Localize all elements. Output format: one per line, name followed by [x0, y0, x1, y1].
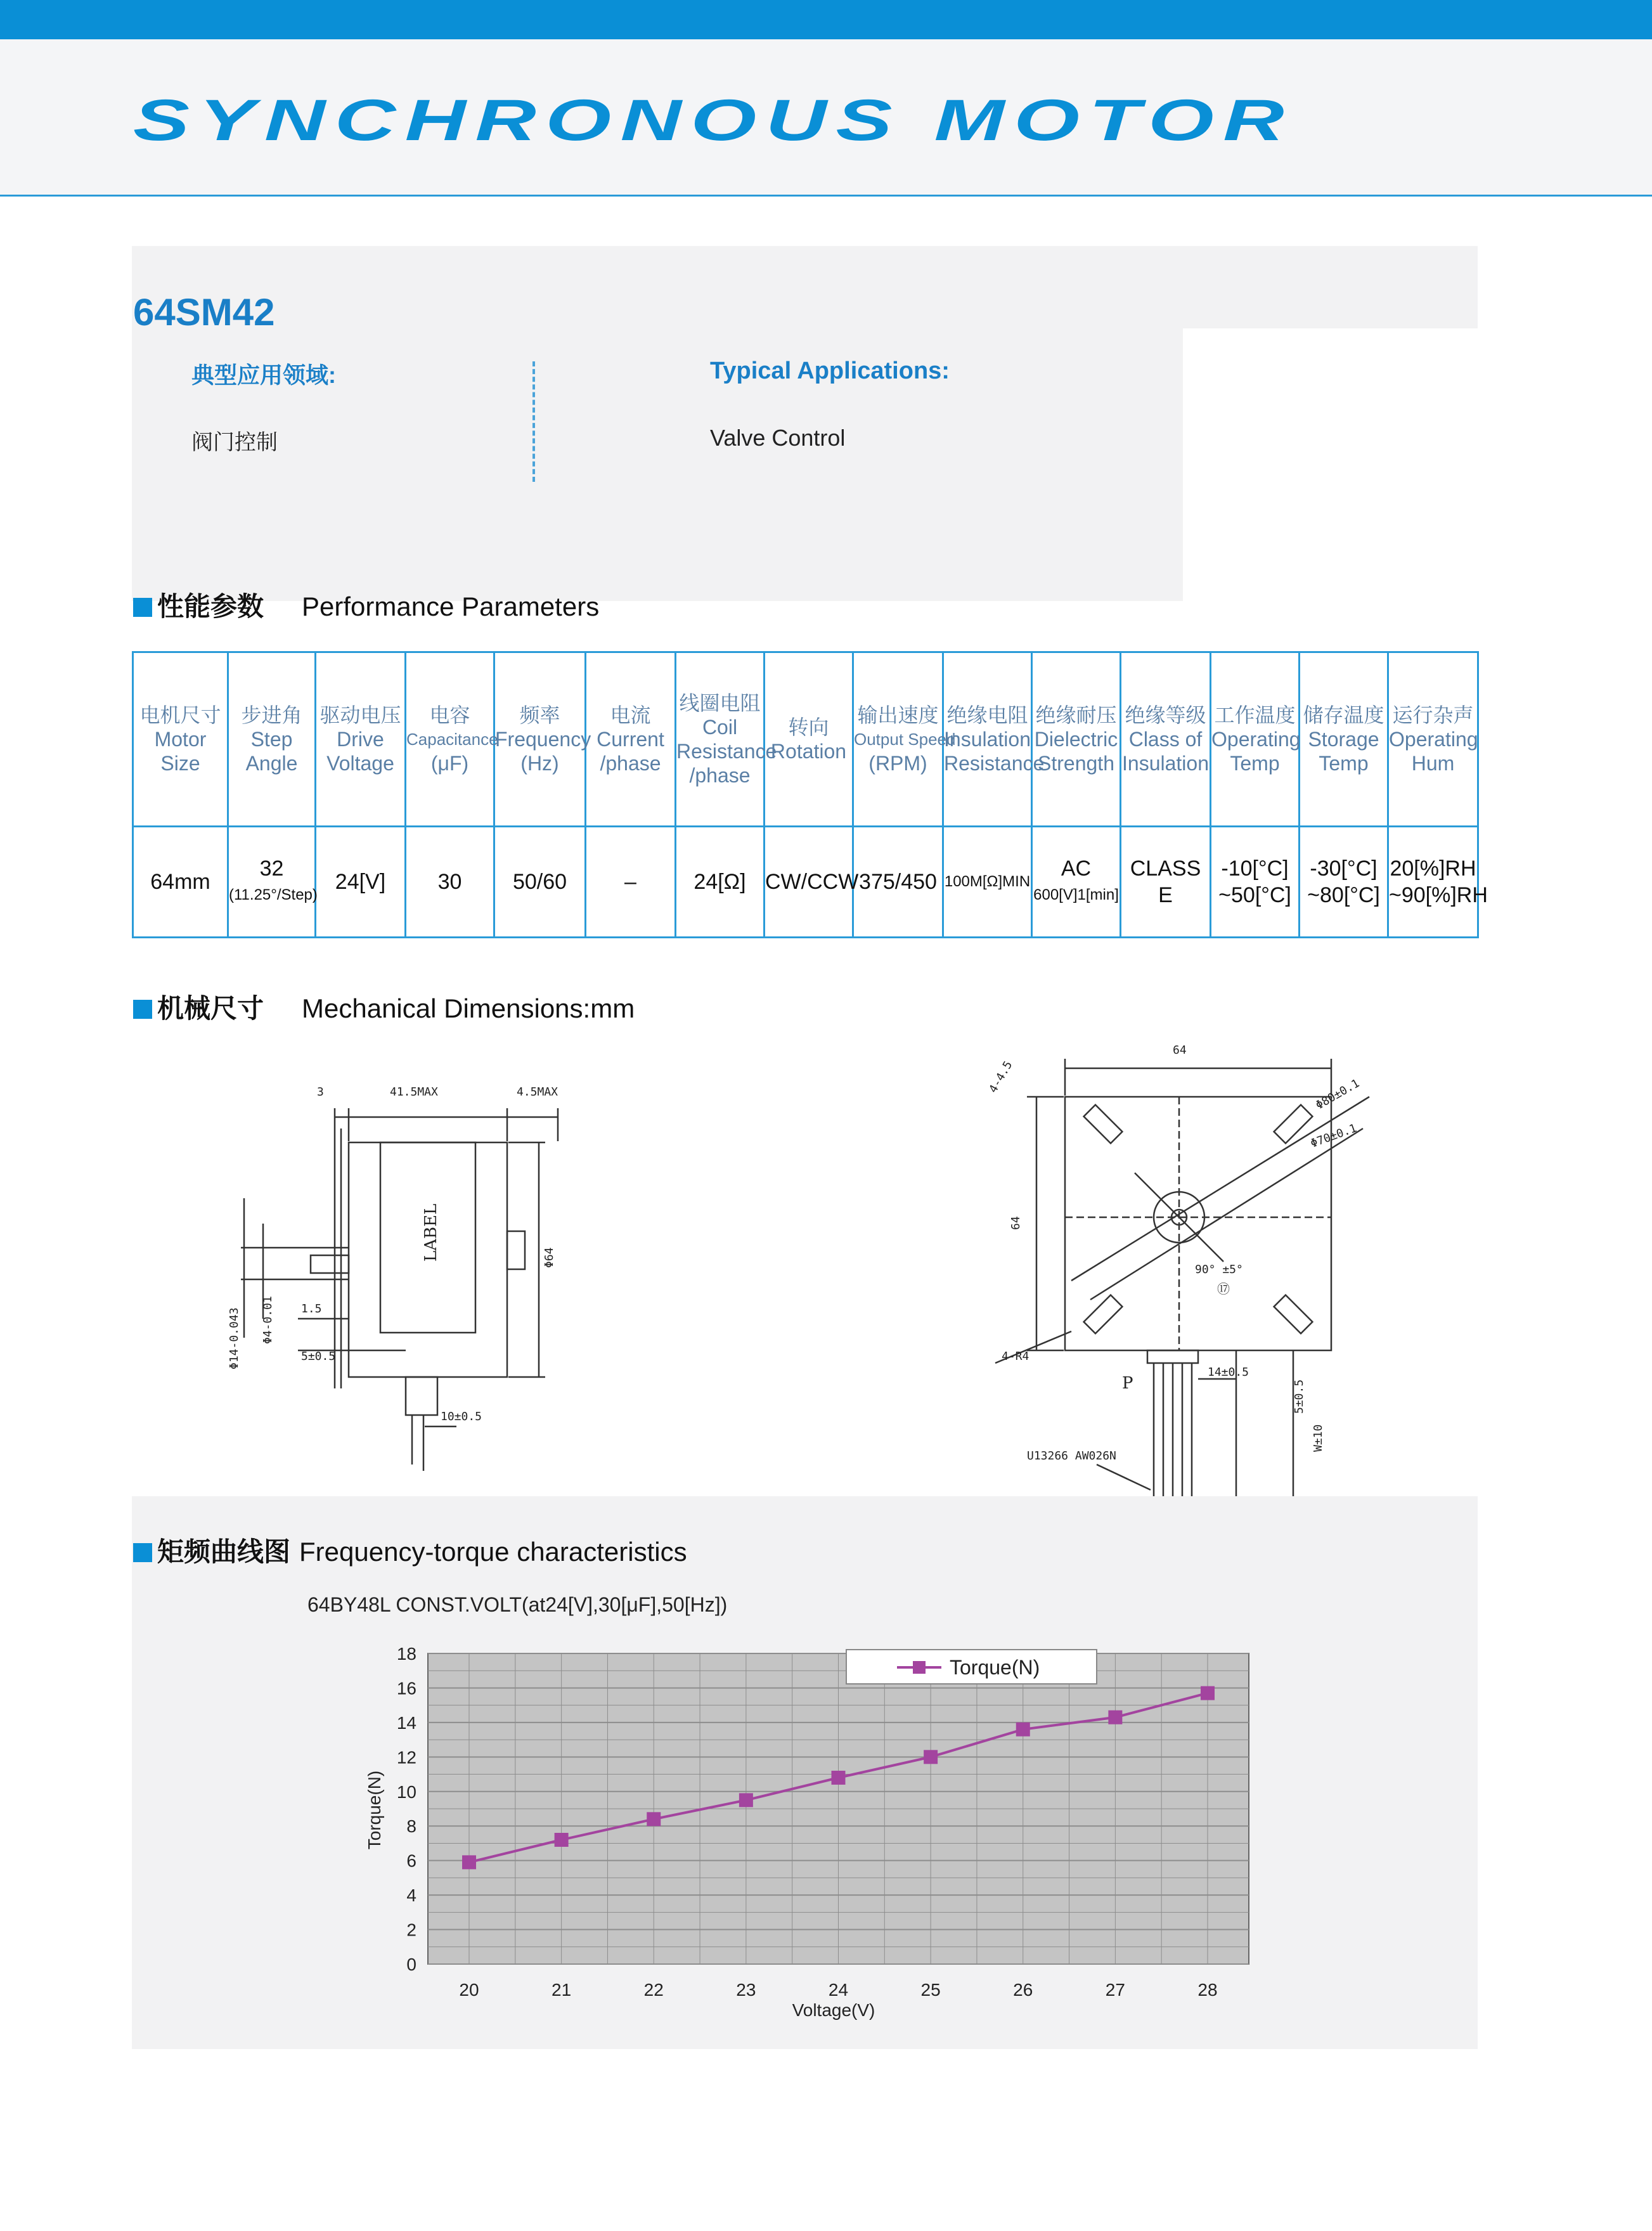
header-line: 驱动电压 [319, 704, 401, 727]
dim-back-length: 4.5MAX [517, 1085, 558, 1099]
data-point-marker [1201, 1686, 1215, 1700]
header-line: 电容 [429, 704, 470, 727]
dim-3: 3 [317, 1085, 324, 1099]
header-line: (μF) [430, 752, 469, 775]
section-title-mechanical: 机械尺寸 Mechanical Dimensions:mm [133, 988, 635, 1026]
table-header-cell [1211, 652, 1300, 827]
header-line: 工作温度 [1214, 704, 1296, 727]
dim-5-front: 5±0.5 [1293, 1379, 1306, 1414]
value-line: 32 [259, 857, 284, 881]
value-line: 375/450 [859, 870, 937, 894]
dim-dia-70: Φ70±0.1 [1308, 1122, 1358, 1151]
header-line: Resistance [944, 752, 1045, 775]
section-square-icon [133, 598, 152, 617]
header-line: (Hz) [520, 752, 559, 775]
header-line: Temp [1319, 752, 1369, 775]
table-value-cell [228, 827, 316, 938]
y-tick-label: 4 [406, 1885, 416, 1906]
wire-spec: U13266 AW026N [1027, 1449, 1116, 1463]
data-point-marker [1016, 1723, 1030, 1736]
table-header-cell [943, 652, 1045, 827]
top-bar [0, 0, 1652, 39]
header-line: Step [250, 728, 293, 751]
header-line: Coil [702, 716, 738, 739]
header-line: /phase [600, 752, 661, 775]
dim-10: 10±0.5 [441, 1410, 482, 1423]
y-tick-labels [397, 1644, 416, 1974]
dim-dia-80: Φ80±0.1 [1313, 1077, 1362, 1113]
value-line: (11.25°/Step) [229, 886, 318, 903]
dim-r4: 4-R4 [1002, 1350, 1029, 1363]
header-line: 线圈电阻 [679, 692, 761, 715]
value-line: CLASS E [1130, 857, 1201, 907]
header-line: Storage [1308, 728, 1379, 751]
header-line: (RPM) [868, 752, 927, 775]
value-line: 30 [437, 870, 462, 894]
header-line: 频率 [519, 704, 560, 727]
data-point-marker [832, 1771, 846, 1785]
header-line: Current [597, 728, 664, 751]
header-line: 绝缘耐压 [1035, 704, 1117, 727]
table-header-cell [316, 652, 406, 827]
front-view-drawing [976, 1033, 1395, 1553]
header-line: Motor [154, 728, 207, 751]
table-value-cell [1388, 827, 1488, 938]
x-tick-label: 24 [828, 1980, 849, 2000]
chart-title: 64BY48L CONST.VOLT(at24[V],30[μF],50[Hz]) [307, 1593, 728, 1616]
table-value-cell [853, 827, 943, 938]
value-line: CW/CCW [765, 870, 859, 894]
header-line: Size [160, 752, 200, 775]
y-tick-label: 2 [406, 1920, 416, 1940]
header-line: Insulation [1122, 752, 1209, 775]
header-line: Capacitance [406, 730, 498, 749]
applications-value-en: Valve Control [710, 425, 846, 451]
dim-top-64: 64 [1173, 1044, 1187, 1057]
table-header-cell [406, 652, 498, 827]
label-text: LABEL [422, 1203, 441, 1262]
table-value-row [133, 827, 1478, 938]
value-line: -30[°C] [1310, 857, 1378, 881]
y-tick-label: 6 [406, 1851, 416, 1871]
header-line: Dielectric [1034, 728, 1118, 751]
header-line: Drive [337, 728, 384, 751]
circle-mark: ⑰ [1217, 1281, 1230, 1297]
applications-value-cn: 阀门控制 [191, 430, 278, 455]
x-tick-label: 27 [1105, 1980, 1125, 2000]
x-tick-label: 26 [1013, 1980, 1033, 2000]
table-header-cell [1388, 652, 1478, 827]
performance-table [132, 651, 1488, 938]
header-line: Voltage [326, 752, 394, 775]
value-line: 24[V] [335, 870, 386, 894]
dim-5: 5±0.5 [301, 1350, 336, 1363]
dim-14: 14±0.5 [1208, 1366, 1249, 1379]
header-line: 输出速度 [857, 704, 939, 727]
side-view-drawing [216, 1071, 596, 1484]
header-line: 转向 [788, 716, 829, 739]
y-tick-label: 16 [396, 1678, 416, 1698]
table-value-cell [676, 827, 765, 938]
table-header-cell [1300, 652, 1388, 827]
table-value-cell [406, 827, 494, 938]
header-line: /phase [689, 764, 751, 787]
table-value-cell [1300, 827, 1388, 938]
dashed-divider [532, 361, 535, 482]
header-line: Insulation [944, 728, 1031, 751]
header-line: Hum [1411, 752, 1455, 775]
dim-w: W±10 [1312, 1424, 1325, 1452]
header-line: Frequency [495, 728, 591, 751]
panel-blank-area [1183, 328, 1478, 601]
table-value-cell [316, 827, 406, 938]
table-header-row [133, 652, 1478, 827]
y-axis-label: Torque(N) [365, 1770, 384, 1850]
x-tick-label: 20 [459, 1980, 479, 2000]
x-tick-label: 23 [736, 1980, 756, 2000]
motor-face-outline [1065, 1097, 1331, 1350]
torque-chart [279, 1585, 1293, 2041]
dim-body-length: 41.5MAX [390, 1085, 438, 1099]
table-header-cell [676, 652, 777, 827]
header-line: Temp [1230, 752, 1280, 775]
dim-diameter: Φ64 [543, 1247, 556, 1268]
y-tick-label: 18 [396, 1644, 416, 1664]
value-line: 64mm [150, 870, 210, 894]
table-header-cell [765, 652, 853, 827]
legend-label-torque: Torque(N) [950, 1656, 1040, 1679]
table-value-cell [943, 827, 1032, 938]
header-line: 绝缘等级 [1125, 704, 1206, 727]
x-tick-label: 25 [920, 1980, 941, 2000]
data-point-marker [1108, 1710, 1122, 1724]
brand-title: SYNCHRONOUS MOTOR [133, 88, 1294, 153]
value-line: 20[%]RH [1390, 857, 1476, 881]
data-point-marker [647, 1812, 661, 1826]
header-line: Output Speed [854, 730, 956, 749]
model-number: 64SM42 [133, 291, 275, 333]
header-line: 步进角 [241, 704, 302, 727]
y-tick-label: 0 [406, 1955, 416, 1974]
header-line: 电机尺寸 [139, 704, 221, 727]
header-line: 电流 [610, 704, 651, 727]
x-axis-label: Voltage(V) [792, 2000, 875, 2020]
value-line: ~50[°C] [1218, 883, 1291, 907]
table-value-cell [1211, 827, 1300, 938]
table-value-cell [1032, 827, 1121, 938]
dim-shaft-1: Φ14-0.043 [228, 1307, 241, 1369]
section-square-icon [133, 1000, 152, 1019]
y-tick-label: 14 [396, 1712, 416, 1733]
header-line: Angle [245, 752, 298, 775]
header-line: Strength [1038, 752, 1114, 775]
table-header-cell [853, 652, 956, 827]
value-line: – [624, 870, 636, 894]
section-title-performance: 性能参数 Performance Parameters [133, 586, 599, 624]
header-line: Operating [1389, 728, 1478, 751]
legend-marker [913, 1661, 926, 1674]
value-line: 600[V]1[min] [1033, 886, 1119, 903]
x-tick-label: 22 [643, 1980, 664, 2000]
dim-left-64: 64 [1009, 1216, 1023, 1230]
chart-legend [846, 1650, 1097, 1684]
applications-heading-en: Typical Applications: [710, 358, 950, 384]
marker-p: P [1122, 1374, 1133, 1393]
header-line: Operating [1211, 728, 1301, 751]
table-value-cell [133, 827, 228, 938]
table-header-cell [1121, 652, 1211, 827]
header-line: Rotation [770, 740, 847, 763]
x-tick-label: 21 [552, 1980, 572, 2000]
y-tick-label: 8 [406, 1816, 416, 1837]
table-value-cell [765, 827, 859, 938]
data-point-marker [462, 1855, 476, 1869]
table-header-cell [228, 652, 316, 827]
dim-shaft-2: Φ4-0.01 [261, 1296, 274, 1344]
value-line: 100M[Ω]MIN [944, 873, 1031, 890]
dim-angle: 90° ±5° [1195, 1263, 1243, 1276]
section-square-icon [133, 1543, 152, 1562]
section-title-torque: 矩频曲线图 Frequency-torque characteristics [133, 1531, 687, 1569]
dim-1-5: 1.5 [301, 1302, 322, 1316]
header-line: 运行杂声 [1392, 704, 1474, 727]
y-tick-label: 10 [396, 1782, 416, 1802]
value-line: AC [1061, 857, 1092, 881]
table-header-cell [1032, 652, 1121, 827]
value-line: 50/60 [512, 870, 567, 894]
value-line: 24[Ω] [694, 870, 746, 894]
table-value-cell [494, 827, 586, 938]
value-line: -10[°C] [1221, 857, 1289, 881]
header-line: Class of [1128, 728, 1203, 751]
x-tick-label: 28 [1197, 1980, 1218, 2000]
data-point-marker [555, 1833, 569, 1847]
header-line: 绝缘电阻 [946, 704, 1028, 727]
value-line: ~90[%]RH [1389, 883, 1488, 907]
applications-heading-cn: 典型应用领域: [191, 362, 336, 388]
data-point-marker [739, 1793, 753, 1807]
value-line: ~80[°C] [1307, 883, 1380, 907]
table-header-cell [494, 652, 591, 827]
table-header-cell [586, 652, 676, 827]
table-header-cell [133, 652, 228, 827]
x-tick-labels [459, 1980, 1217, 2000]
y-tick-label: 12 [396, 1747, 416, 1768]
dim-slot: 4-4.5 [986, 1059, 1016, 1096]
table-value-cell [1121, 827, 1211, 938]
table-value-cell [586, 827, 676, 938]
data-point-marker [924, 1750, 938, 1764]
header-line: 储存温度 [1303, 704, 1384, 727]
header-line: Resistance [676, 740, 777, 763]
